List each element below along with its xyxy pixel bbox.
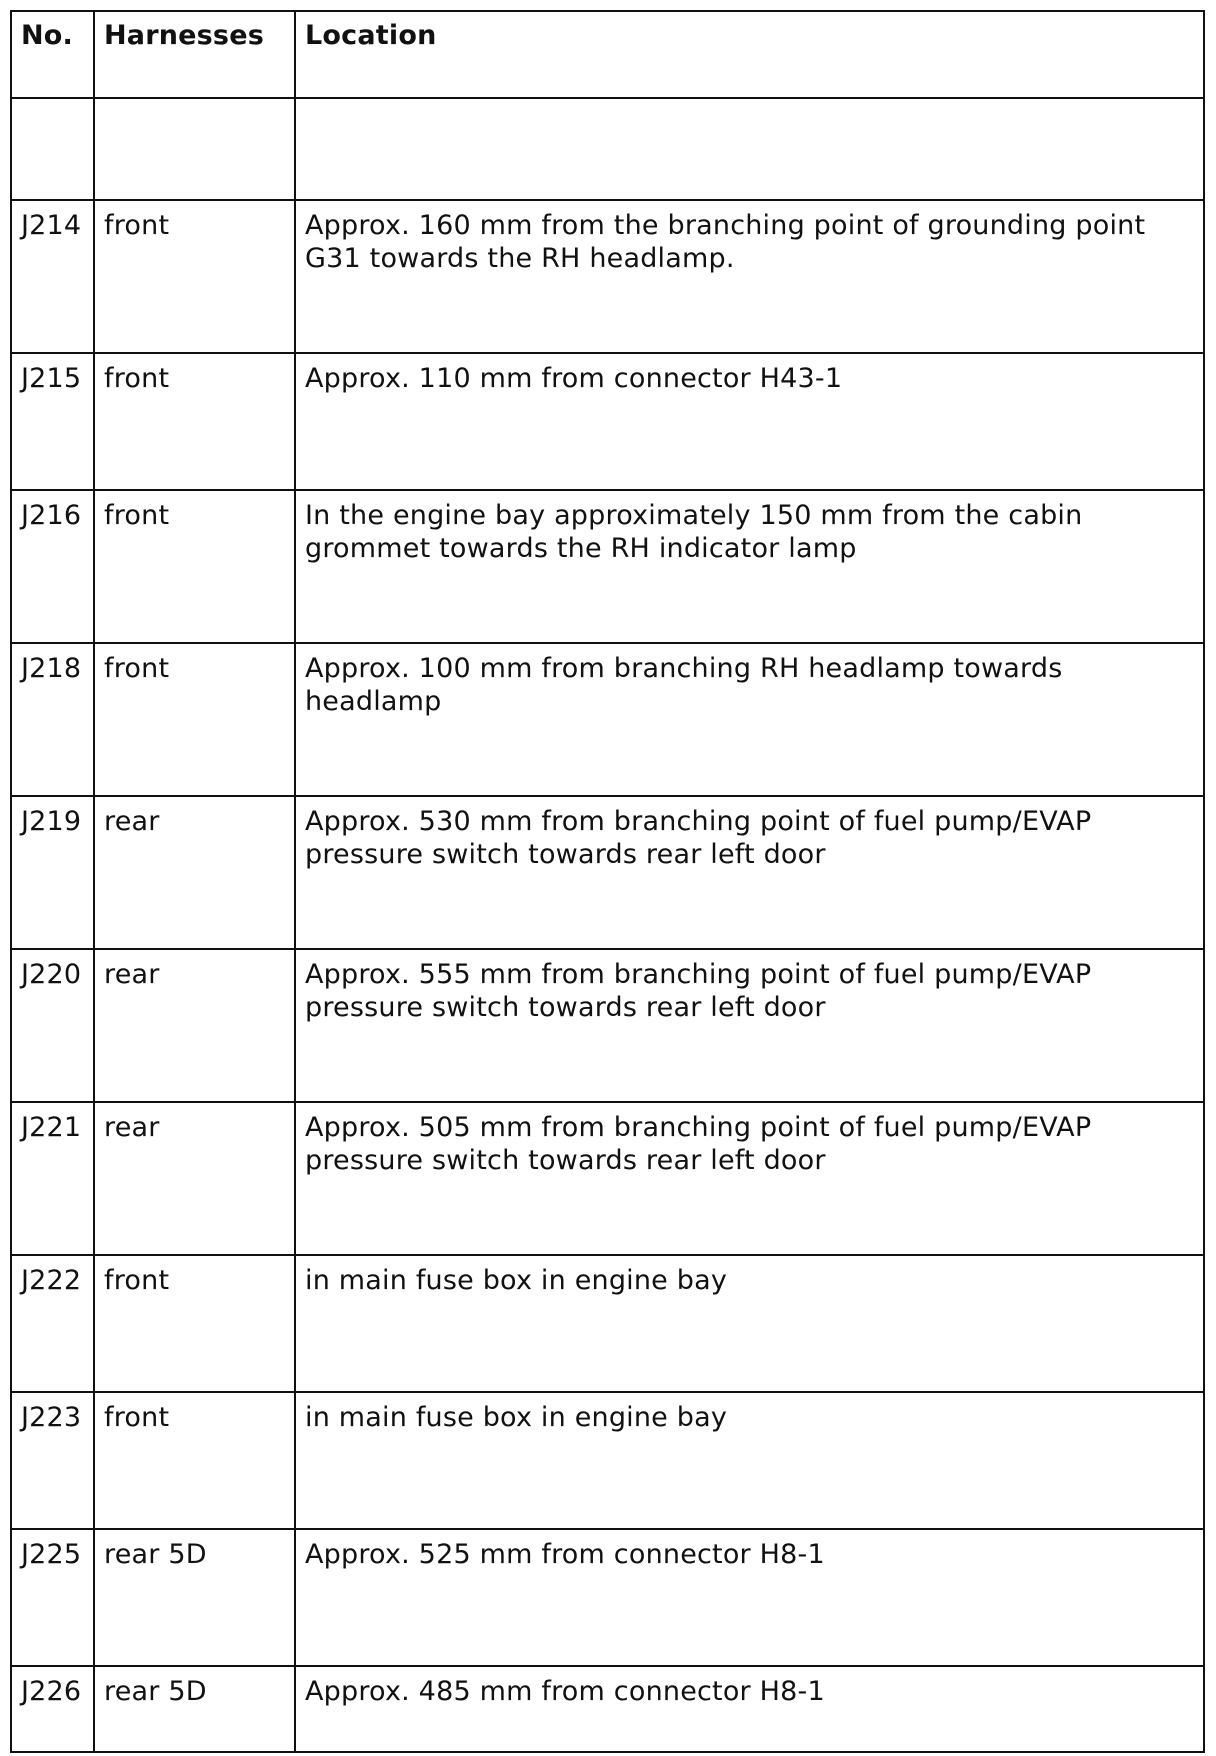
table-row bbox=[11, 1666, 1204, 1752]
cell-location: in main fuse box in engine bay bbox=[295, 1255, 1204, 1392]
table-row bbox=[11, 200, 1204, 353]
cell-harness bbox=[94, 98, 295, 200]
cell-harness: rear bbox=[94, 1102, 295, 1255]
cell-no: J226 bbox=[11, 1666, 94, 1752]
cell-harness: rear 5D bbox=[94, 1529, 295, 1666]
cell-no: J225 bbox=[11, 1529, 94, 1666]
cell-no: J214 bbox=[11, 200, 94, 353]
cell-no: J215 bbox=[11, 353, 94, 490]
cell-harness: front bbox=[94, 1255, 295, 1392]
cell-no: J219 bbox=[11, 796, 94, 949]
table-row bbox=[11, 353, 1204, 490]
table-row bbox=[11, 1529, 1204, 1666]
header-location: Location bbox=[295, 11, 1204, 98]
cell-no: J223 bbox=[11, 1392, 94, 1529]
cell-location: Approx. 505 mm from branching point of fuel pump/EVAP pressure switch towards rear left door bbox=[295, 1102, 1204, 1255]
harness-location-table bbox=[10, 10, 1205, 1753]
cell-location bbox=[295, 98, 1204, 200]
cell-harness: front bbox=[94, 353, 295, 490]
cell-location: Approx. 160 mm from the branching point of grounding point G31 towards the RH headlamp. bbox=[295, 200, 1204, 353]
cell-location: in main fuse box in engine bay bbox=[295, 1392, 1204, 1529]
table-row bbox=[11, 643, 1204, 796]
table-row bbox=[11, 796, 1204, 949]
cell-location: Approx. 485 mm from connector H8-1 bbox=[295, 1666, 1204, 1752]
cell-location: Approx. 100 mm from branching RH headlamp towards headlamp bbox=[295, 643, 1204, 796]
cell-location: In the engine bay approximately 150 mm from the cabin grommet towards the RH indicator lamp bbox=[295, 490, 1204, 643]
cell-no: J221 bbox=[11, 1102, 94, 1255]
cell-harness: front bbox=[94, 200, 295, 353]
table-row bbox=[11, 1392, 1204, 1529]
cell-harness: rear bbox=[94, 949, 295, 1102]
cell-no: J218 bbox=[11, 643, 94, 796]
cell-location: Approx. 530 mm from branching point of fuel pump/EVAP pressure switch towards rear left door bbox=[295, 796, 1204, 949]
table-row bbox=[11, 98, 1204, 200]
cell-location: Approx. 555 mm from branching point of fuel pump/EVAP pressure switch towards rear left door bbox=[295, 949, 1204, 1102]
cell-harness: rear 5D bbox=[94, 1666, 295, 1752]
cell-harness: rear bbox=[94, 796, 295, 949]
cell-harness: front bbox=[94, 643, 295, 796]
cell-no bbox=[11, 98, 94, 200]
cell-no: J216 bbox=[11, 490, 94, 643]
table-row bbox=[11, 949, 1204, 1102]
cell-no: J220 bbox=[11, 949, 94, 1102]
cell-location: Approx. 525 mm from connector H8-1 bbox=[295, 1529, 1204, 1666]
table-row bbox=[11, 490, 1204, 643]
header-harnesses: Harnesses bbox=[94, 11, 295, 98]
cell-harness: front bbox=[94, 1392, 295, 1529]
cell-no: J222 bbox=[11, 1255, 94, 1392]
table-header-row bbox=[11, 11, 1204, 98]
cell-location: Approx. 110 mm from connector H43-1 bbox=[295, 353, 1204, 490]
header-no: No. bbox=[11, 11, 94, 98]
table-row bbox=[11, 1102, 1204, 1255]
cell-harness: front bbox=[94, 490, 295, 643]
table-row bbox=[11, 1255, 1204, 1392]
